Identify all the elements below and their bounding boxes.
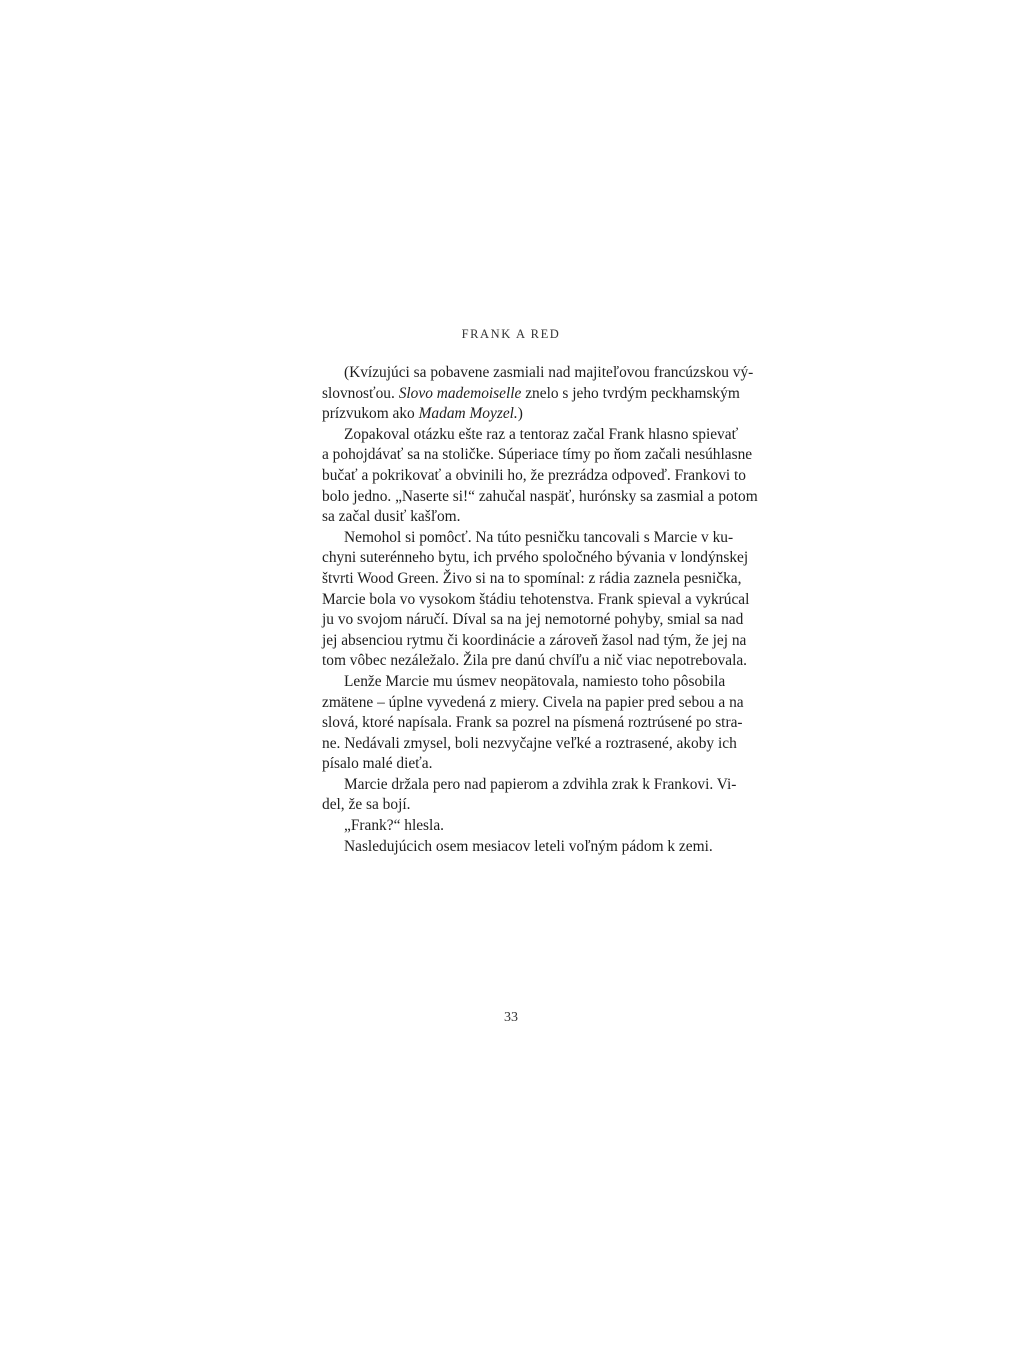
paragraph (300, 425, 758, 528)
paragraph (300, 528, 750, 672)
text-line: a pohojdávať sa na stoličke. Súperiace tímy po ňom začali nesúhlasne (322, 446, 753, 464)
paragraph (300, 837, 722, 858)
text-line: prízvukom ako Madam Moyzel.) (322, 405, 523, 423)
text-line: Nemohol si pomôcť. Na túto pesničku tancovali s Marcie v ku- (344, 528, 734, 546)
text-line: slovnosťou. Slovo mademoiselle znelo s jeho tvrdým peckhamským (322, 384, 740, 402)
text-line: štvrti Wood Green. Živo si na to spomínal: z rádia zaznela pesnička, (322, 569, 742, 587)
text-line: zmätene – úplne vyvedená z miery. Civela na papier pred sebou a na (322, 693, 744, 711)
text-line: Marcie držala pero nad papierom a zdvihla zrak k Frankovi. Vi- (344, 775, 737, 793)
text-line: Marcie bola vo vysokom štádiu tehotenstva. Frank spieval a vykrúcal (322, 590, 750, 608)
text-line: jej absenciou rytmu či koordinácie a zároveň žasol nad tým, že jej na (322, 631, 747, 649)
text-line: bučať a pokrikovať a obvinili ho, že prezrádza odpoveď. Frankovi to (322, 466, 746, 484)
paragraph (300, 363, 754, 425)
text-line: bolo jedno. „Naserte si!“ zahučal naspäť, hurónsky sa zasmial a potom (322, 487, 758, 505)
text-line: del, že sa bojí. (322, 796, 411, 814)
text-line: ju vo svojom náručí. Díval sa na jej nemotorné pohyby, smial sa nad (322, 611, 744, 629)
text-line: tom vôbec nezáležalo. Žila pre danú chvíľu a nič viac nepotrebovala. (322, 652, 748, 670)
text-line: ne. Nedávali zmysel, boli nezvyčajne veľké a roztrasené, akoby ich (322, 734, 737, 752)
text-line: Lenže Marcie mu úsmev neopätovala, namiesto toho pôsobila (344, 672, 726, 690)
text-line: „Frank?“ hlesla. (344, 817, 444, 835)
text-line: Nasledujúcich osem mesiacov leteli voľným pádom k zemi. (344, 837, 713, 855)
body-text (300, 363, 758, 857)
page-number: 33 (504, 1010, 518, 1025)
text-line: slová, ktoré napísala. Frank sa pozrel na písmená roztrúsené po stra- (322, 714, 743, 732)
italic-text: Madam Moyzel. (418, 405, 518, 423)
text-line: písalo malé dieťa. (322, 755, 433, 773)
paragraph (300, 775, 737, 816)
paragraph (300, 816, 722, 837)
italic-text: Slovo mademoiselle (398, 384, 522, 402)
paragraph (300, 672, 744, 775)
running-head: FRANK A RED (461, 327, 561, 341)
text-line: sa začal dusiť kašľom. (322, 508, 461, 526)
text-line: chyni suterénneho bytu, ich prvého spoločného bývania v londýnskej (322, 549, 749, 567)
text-line: Zopakoval otázku ešte raz a tentoraz začal Frank hlasno spievať (344, 425, 739, 443)
text-line: (Kvízujúci sa pobavene zasmiali nad majiteľovou francúzskou vý- (344, 364, 754, 381)
